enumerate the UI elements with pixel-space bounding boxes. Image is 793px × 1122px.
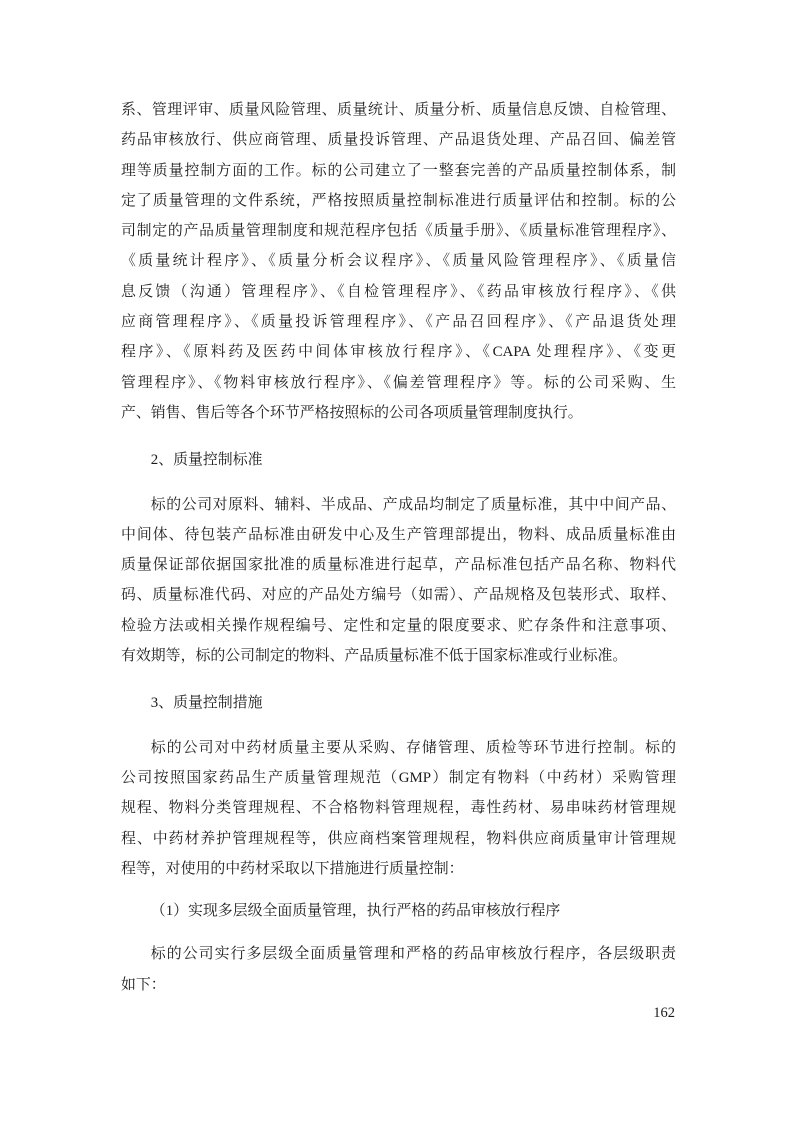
text-line: 码、质量标准代码、对应的产品处方编号（如需）、产品规格及包装形式、取样、 [121, 587, 676, 604]
text-line: 标的公司对原料、辅料、半成品、产成品均制定了质量标准，其中中间产品、 [150, 496, 676, 513]
text-line: 理等质量控制方面的工作。标的公司建立了一整套完善的产品质量控制体系，制 [121, 162, 676, 179]
text-line: 公司按照国家药品生产质量管理规范（GMP）制定有物料（中药材）采购管理 [121, 769, 676, 786]
text-line: 质量保证部依据国家批准的质量标准进行起草，产品标准包括产品名称、物料代 [121, 557, 676, 574]
text-line: 程等，对使用的中药材采取以下措施进行质量控制： [121, 860, 464, 877]
text-line: 定了质量管理的文件系统，严格按照质量控制标准进行质量评估和控制。标的公 [121, 192, 676, 209]
text-line: 司制定的产品质量管理制度和规范程序包括《质量手册》、《质量标准管理程序》、 [121, 223, 676, 240]
paragraph [121, 733, 676, 884]
page-number: 162 [653, 1005, 675, 1021]
section-heading: 3、质量控制措施 [150, 695, 263, 712]
text-line: 息反馈（沟通）管理程序》、《自检管理程序》、《药品审核放行程序》、《供 [121, 283, 676, 300]
text-line: 管理程序》、《物料审核放行程序》、《偏差管理程序》等。标的公司采购、生 [121, 374, 676, 391]
text-line: 系、管理评审、质量风险管理、质量统计、质量分析、质量信息反馈、自检管理、 [121, 102, 676, 118]
sub-heading: （1）实现多层级全面质量管理，执行严格的药品审核放行程序 [150, 903, 561, 920]
text-line: 规程、物料分类管理规程、不合格物料管理规程，毒性药材、易串味药材管理规 [121, 800, 676, 817]
text-line: 程序》、《原料药及医药中间体审核放行程序》、《CAPA 处理程序》、《变更 [121, 344, 676, 361]
text-line: 产、销售、售后等各个环节严格按照标的公司各项质量管理制度执行。 [121, 404, 583, 421]
paragraph [121, 490, 676, 672]
text-line: 有效期等，标的公司制定的物料、产品质量标准不低于国家标准或行业标准。 [121, 648, 628, 665]
text-line: 《质量统计程序》、《质量分析会议程序》、《质量风险管理程序》、《质量信 [121, 253, 676, 270]
page-content [121, 95, 676, 1000]
paragraph [121, 95, 676, 428]
text-line: 中间体、待包装产品标准由研发中心及生产管理部提出，物料、成品质量标准由 [121, 526, 676, 543]
text-line: 程、中药材养护管理规程等，供应商档案管理规程，物料供应商质量审计管理规 [121, 830, 676, 847]
text-line: 药品审核放行、供应商管理、质量投诉管理、产品退货处理、产品召回、偏差管 [121, 132, 676, 149]
text-line: 标的公司实行多层级全面质量管理和严格的药品审核放行程序，各层级职责 [150, 946, 676, 963]
text-line: 应商管理程序》、《质量投诉管理程序》、《产品召回程序》、《产品退货处理 [121, 314, 676, 331]
section-heading: 2、质量控制标准 [150, 452, 263, 469]
paragraph [121, 939, 676, 1000]
text-line: 标的公司对中药材质量主要从采购、存储管理、质检等环节进行控制。标的 [150, 739, 676, 756]
text-line: 如下： [121, 976, 166, 993]
text-line: 检验方法或相关操作规程编号、定性和定量的限度要求、贮存条件和注意事项、 [121, 617, 676, 634]
